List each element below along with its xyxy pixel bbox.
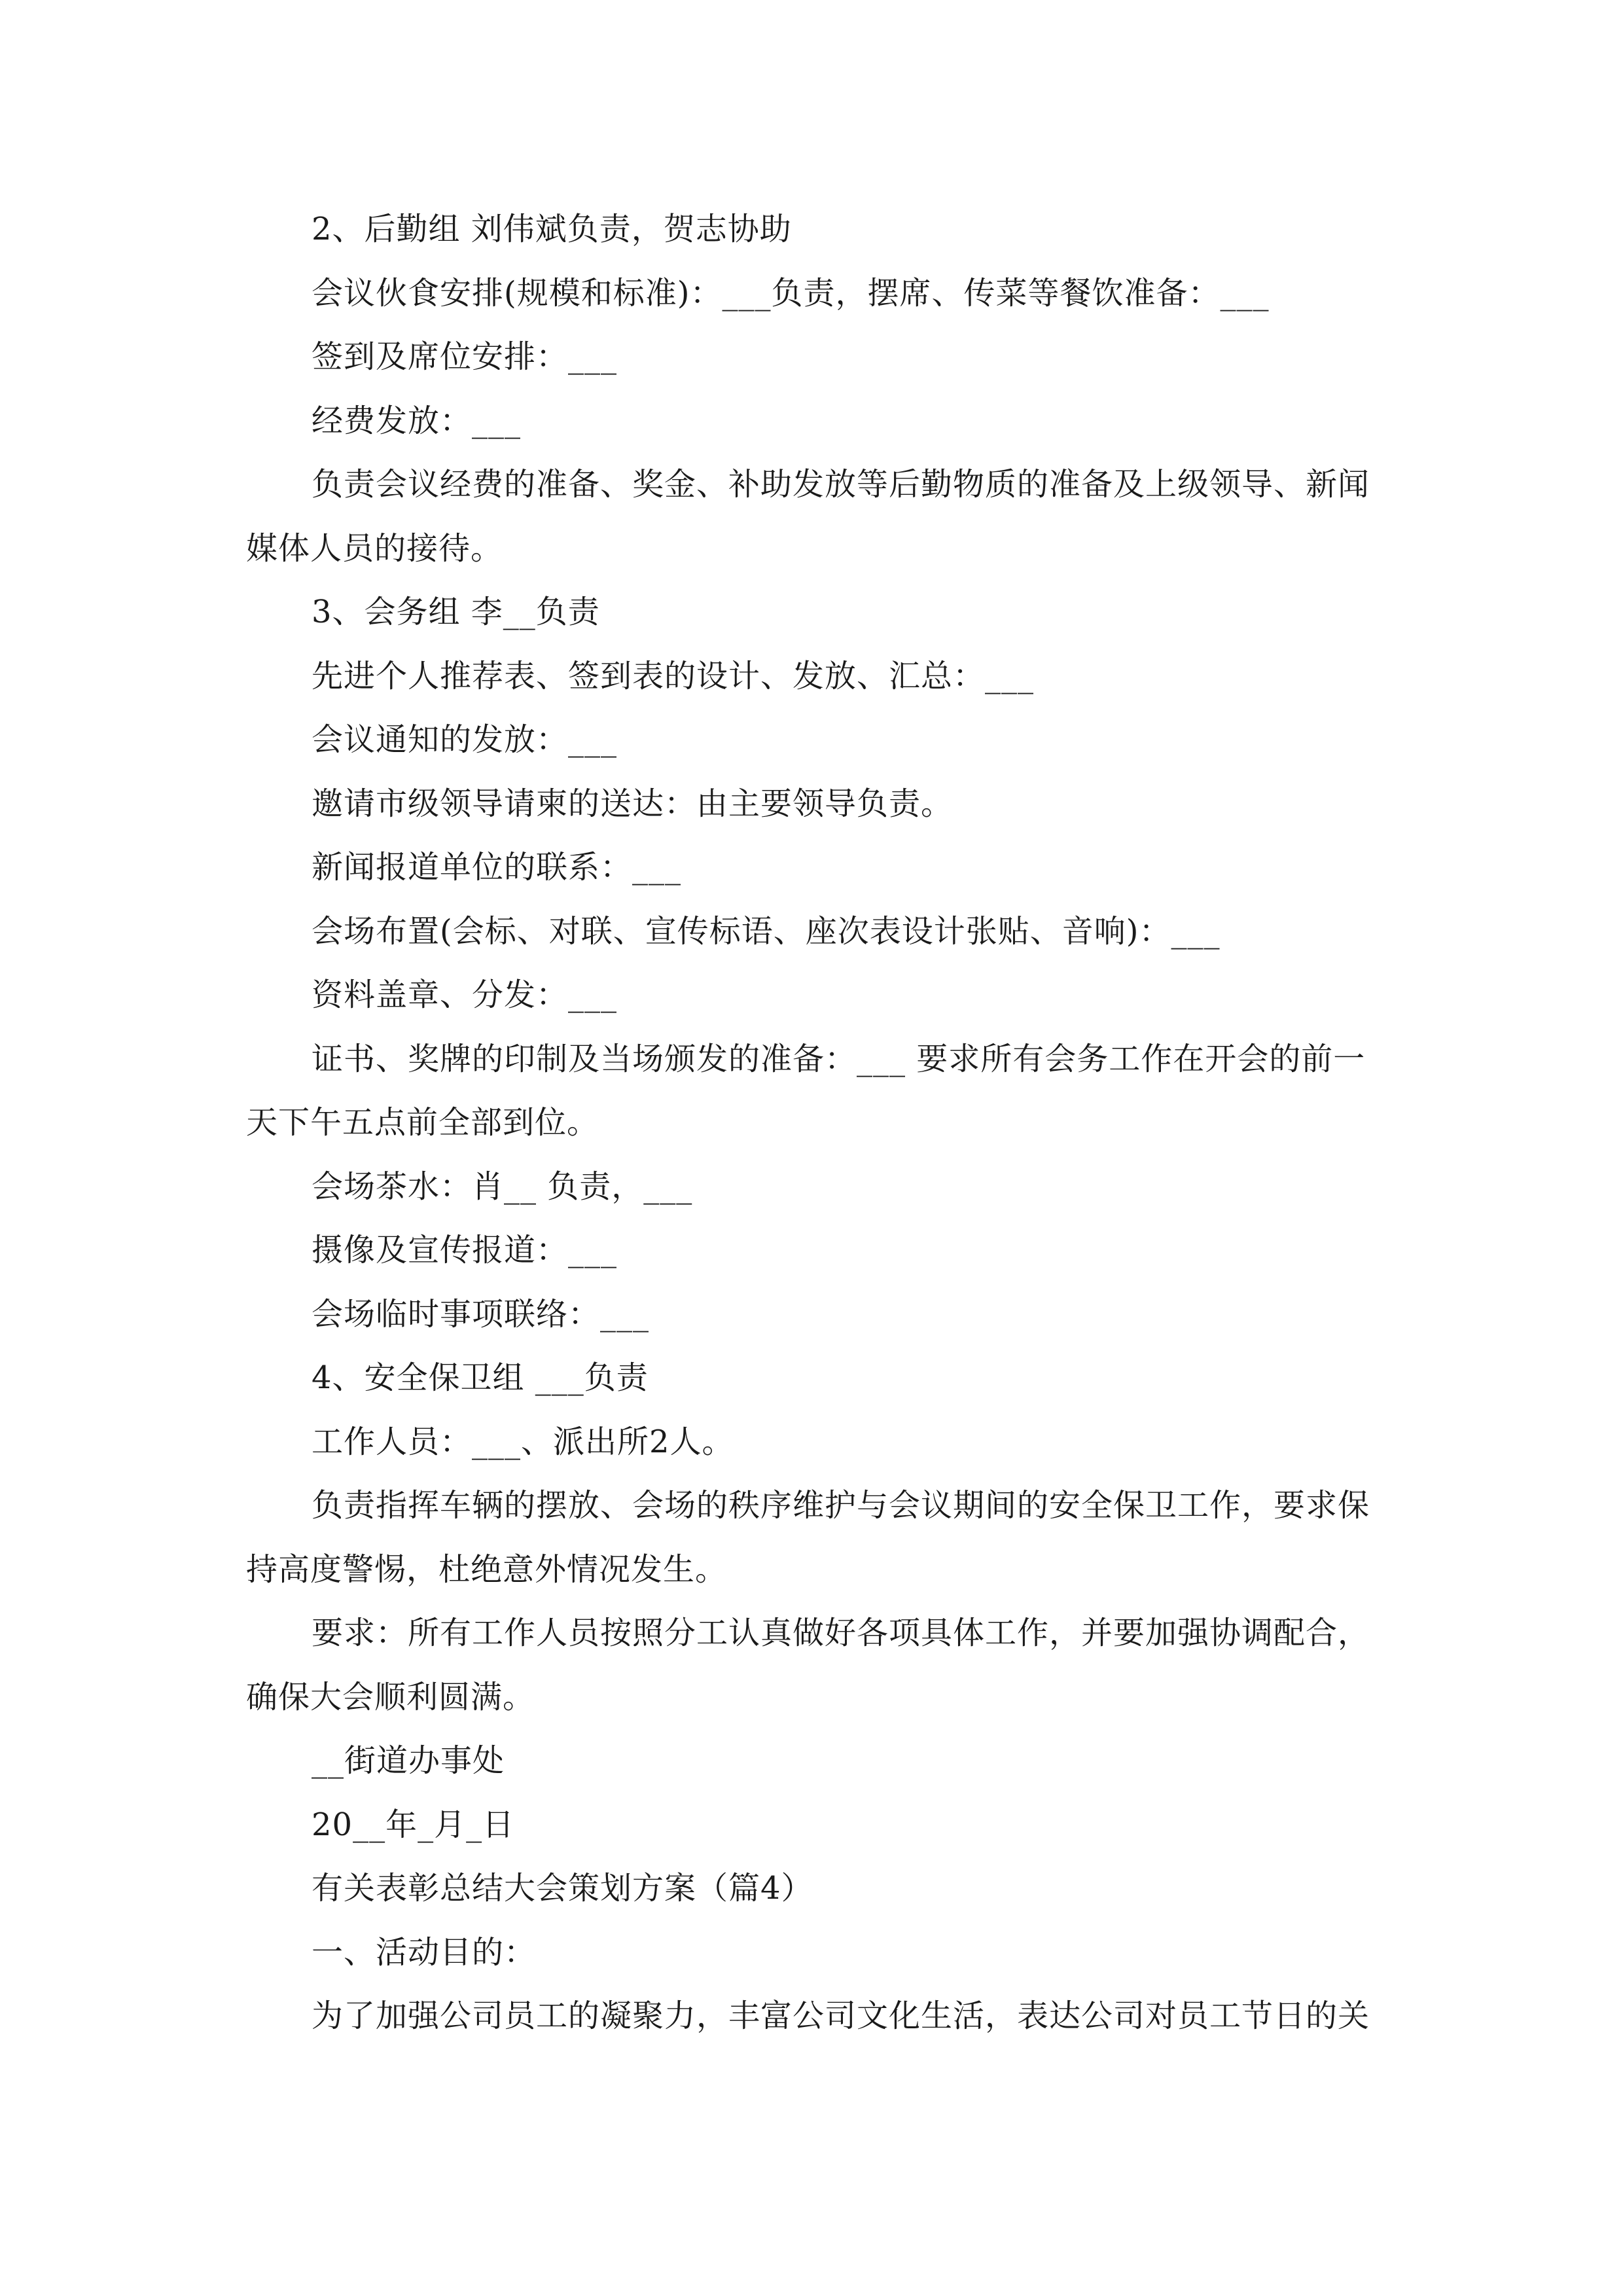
paragraph-issuing-office: __街道办事处 [312, 1742, 505, 1779]
paragraph-meal-arrangement: 会议伙食安排(规模和标准)：___负责，摆席、传菜等餐饮准备：___ [312, 274, 1270, 312]
paragraph-signin-seating: 签到及席位安排：___ [312, 338, 618, 375]
paragraph-logistics-duties: 负责会议经费的准备、奖金、补助发放等后勤物质的准备及上级领导、新闻媒体人员的接待。 [246, 466, 1370, 567]
paragraph-security-staff: 工作人员：___、派出所2人。 [312, 1423, 734, 1460]
paragraph-materials-stamping: 资料盖章、分发：___ [312, 977, 618, 1013]
paragraph-venue-liaison: 会场临时事项联络：___ [312, 1295, 650, 1333]
paragraph-certificates-awards: 证书、奖牌的印制及当场颁发的准备：___ 要求所有会务工作在开会的前一天下午五点前全部到位。 [246, 1040, 1366, 1141]
paragraph-venue-tea: 会场茶水：肖__ 负责，___ [312, 1168, 693, 1205]
paragraph-funds-distribution: 经费发放：___ [312, 402, 522, 439]
paragraph-requirements: 要求：所有工作人员按照分工认真做好各项具体工作，并要加强协调配合，确保大会顺利圆满。 [246, 1615, 1370, 1715]
paragraph-affairs-group-heading: 3、会务组 李__负责 [312, 594, 600, 630]
paragraph-activity-purpose-heading: 一、活动目的： [312, 1933, 537, 1971]
paragraph-recommendation-forms: 先进个人推荐表、签到表的设计、发放、汇总：___ [312, 657, 1035, 694]
paragraph-date: 20__年_月_日 [312, 1806, 515, 1843]
paragraph-notice-distribution: 会议通知的发放：___ [312, 721, 618, 758]
paragraph-activity-purpose-text: 为了加强公司员工的凝聚力，丰富公司文化生活，表达公司对员工节日的关 [312, 1998, 1370, 2034]
paragraph-video-publicity: 摄像及宣传报道：___ [312, 1232, 618, 1268]
paragraph-security-duties: 负责指挥车辆的摆放、会场的秩序维护与会议期间的安全保卫工作，要求保持高度警惕，杜绝意外情况发生。 [246, 1487, 1370, 1588]
paragraph-section-title: 有关表彰总结大会策划方案（篇4） [312, 1870, 813, 1907]
document-body [246, 198, 1385, 2049]
paragraph-invitation-delivery: 邀请市级领导请柬的送达：由主要领导负责。 [312, 785, 954, 822]
paragraph-venue-setup: 会场布置(会标、对联、宣传标语、座次表设计张贴、音响)：___ [312, 912, 1221, 950]
paragraph-logistics-group-heading: 2、后勤组 刘伟斌负责，贺志协助 [312, 211, 792, 247]
paragraph-press-contact: 新闻报道单位的联系：___ [312, 849, 682, 886]
paragraph-security-group-heading: 4、安全保卫组 ___负责 [312, 1359, 649, 1396]
